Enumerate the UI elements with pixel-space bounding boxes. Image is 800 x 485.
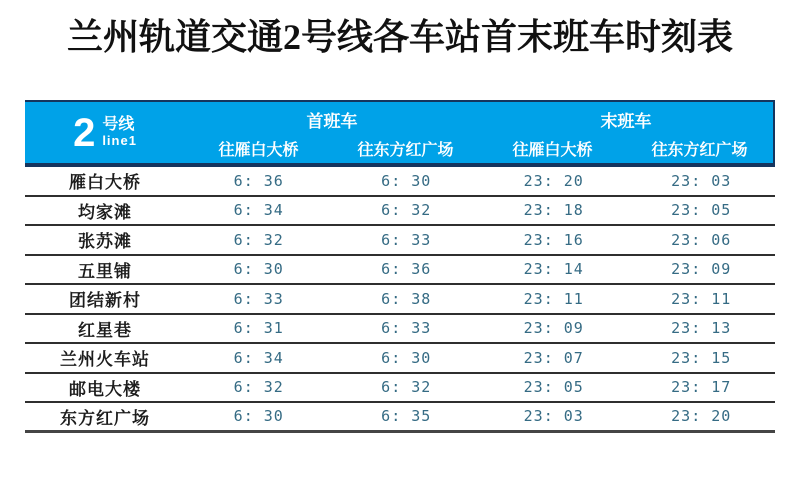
station-row bbox=[25, 315, 775, 345]
first-train-to-dongfanghong-time: 6: 30 bbox=[381, 171, 432, 190]
line-number: 2 bbox=[73, 110, 96, 155]
last-train-to-yanbai-time: 23: 05 bbox=[523, 378, 584, 397]
first-train-to-yanbai-time: 6: 32 bbox=[233, 378, 284, 397]
first-train-to-dongfanghong-time: 6: 32 bbox=[381, 378, 432, 397]
first-train-to-dongfanghong-time: 6: 32 bbox=[381, 201, 432, 220]
last-train-to-yanbai-time: 23: 03 bbox=[523, 407, 584, 426]
last-train-to-yanbai-time: 23: 07 bbox=[523, 348, 584, 367]
station-name: 五里铺 bbox=[78, 261, 132, 281]
first-train-to-dongfanghong-time: 6: 33 bbox=[381, 230, 432, 249]
first-train-to-yanbai-time: 6: 32 bbox=[233, 230, 284, 249]
last-train-to-dongfanghong-time: 23: 20 bbox=[671, 407, 732, 426]
last-train-to-dongfanghong-time: 23: 03 bbox=[671, 171, 732, 190]
line-name bbox=[102, 116, 137, 149]
station-row bbox=[25, 374, 775, 404]
group-header-last-train: 末班车 bbox=[600, 112, 652, 131]
station-name: 邮电大楼 bbox=[69, 379, 141, 399]
first-train-to-yanbai-time: 6: 36 bbox=[233, 171, 284, 190]
station-name: 东方红广场 bbox=[60, 408, 150, 428]
station-row bbox=[25, 256, 775, 286]
line-name-cn: 号线 bbox=[102, 115, 135, 133]
page-title: 兰州轨道交通2号线各车站首末班车时刻表 bbox=[66, 17, 733, 57]
station-name: 张苏滩 bbox=[78, 232, 132, 252]
station-row bbox=[25, 403, 775, 433]
station-name: 红星巷 bbox=[78, 320, 132, 340]
station-row bbox=[25, 344, 775, 374]
last-train-to-yanbai-time: 23: 09 bbox=[523, 319, 584, 338]
direction-header-first-to-yanbai: 往雁白大桥 bbox=[218, 141, 299, 159]
station-name: 团结新村 bbox=[69, 291, 141, 311]
first-train-to-yanbai-time: 6: 30 bbox=[233, 407, 284, 426]
first-train-to-yanbai-time: 6: 33 bbox=[233, 289, 284, 308]
station-name: 兰州火车站 bbox=[60, 350, 150, 370]
first-train-to-dongfanghong-time: 6: 36 bbox=[381, 260, 432, 279]
first-train-to-dongfanghong-time: 6: 30 bbox=[381, 348, 432, 367]
first-train-to-dongfanghong-time: 6: 33 bbox=[381, 319, 432, 338]
last-train-to-dongfanghong-time: 23: 05 bbox=[671, 201, 732, 220]
direction-header-last-to-yanbai: 往雁白大桥 bbox=[512, 141, 593, 159]
direction-header-first-to-dongfanghong: 往东方红广场 bbox=[357, 141, 454, 159]
last-train-to-yanbai-time: 23: 11 bbox=[523, 289, 584, 308]
first-train-to-dongfanghong-time: 6: 35 bbox=[381, 407, 432, 426]
last-train-to-yanbai-time: 23: 14 bbox=[523, 260, 584, 279]
last-train-to-dongfanghong-time: 23: 09 bbox=[671, 260, 732, 279]
last-train-to-dongfanghong-time: 23: 06 bbox=[671, 230, 732, 249]
station-row bbox=[25, 167, 775, 197]
station-row bbox=[25, 285, 775, 315]
last-train-to-dongfanghong-time: 23: 11 bbox=[671, 289, 732, 308]
last-train-to-yanbai-time: 23: 20 bbox=[523, 171, 584, 190]
station-row bbox=[25, 226, 775, 256]
last-train-to-yanbai-time: 23: 18 bbox=[523, 201, 584, 220]
station-name: 均家滩 bbox=[78, 202, 132, 222]
line-badge bbox=[25, 102, 185, 163]
line-name-en: line1 bbox=[102, 133, 137, 149]
first-train-to-yanbai-time: 6: 34 bbox=[233, 348, 284, 367]
timetable bbox=[25, 100, 775, 433]
station-row bbox=[25, 197, 775, 227]
last-train-to-dongfanghong-time: 23: 15 bbox=[671, 348, 732, 367]
last-train-to-dongfanghong-time: 23: 17 bbox=[671, 378, 732, 397]
timetable-header bbox=[25, 100, 775, 167]
first-train-to-yanbai-time: 6: 34 bbox=[233, 201, 284, 220]
direction-header-last-to-dongfanghong: 往东方红广场 bbox=[651, 141, 748, 159]
timetable-body bbox=[25, 167, 775, 433]
first-train-to-dongfanghong-time: 6: 38 bbox=[381, 289, 432, 308]
last-train-to-dongfanghong-time: 23: 13 bbox=[671, 319, 732, 338]
station-name: 雁白大桥 bbox=[69, 173, 141, 193]
first-train-to-yanbai-time: 6: 31 bbox=[233, 319, 284, 338]
last-train-to-yanbai-time: 23: 16 bbox=[523, 230, 584, 249]
first-train-to-yanbai-time: 6: 30 bbox=[233, 260, 284, 279]
group-header-first-train: 首班车 bbox=[306, 112, 358, 131]
